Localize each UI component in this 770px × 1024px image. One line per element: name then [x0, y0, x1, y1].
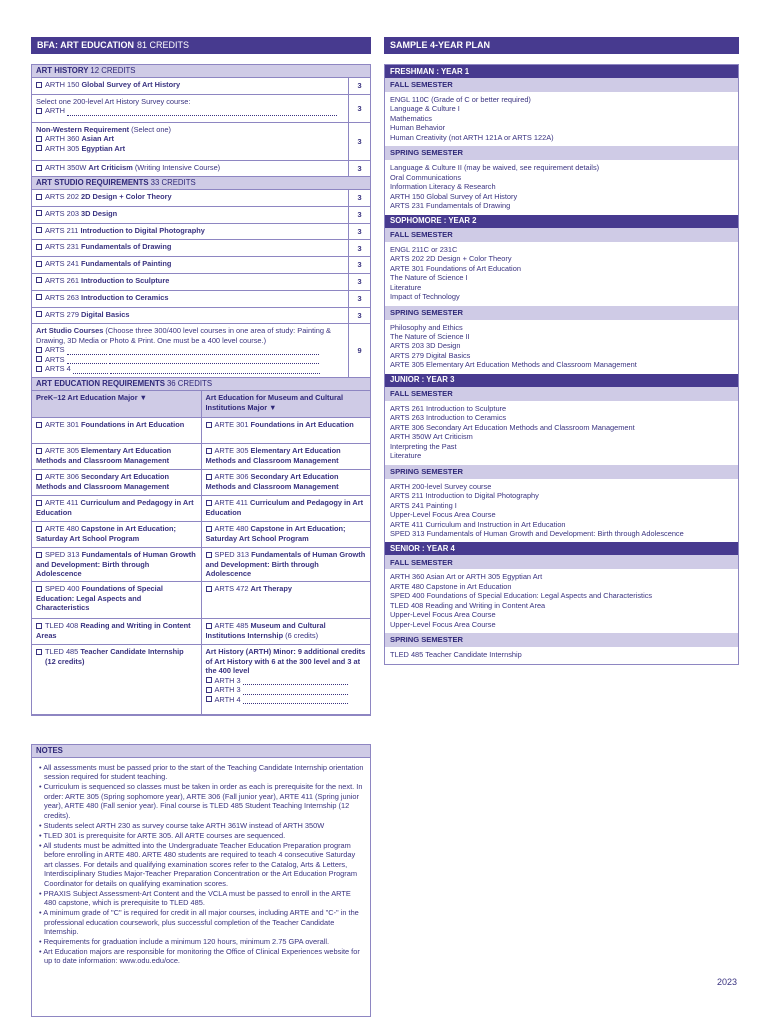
prek12-major-header[interactable]: PreK–12 Art Education Major ▼: [32, 391, 201, 418]
course-code: ARTE 411: [214, 498, 248, 508]
course-code: ARTH 150: [45, 80, 80, 89]
note-item: • Curriculum is sequenced so classes must be taken in order as each is prerequisite for the next. In order: ARTE 305 (Spring sophomore year), ARTE 306 (Fall junior year), ARTE 411 (Spring junior year), ARTE 480 (Fall senior year). Final course is TLED 485 Student Teaching Internship (12 credits).: [38, 782, 365, 820]
course-code: ARTE 305: [45, 446, 79, 456]
course-row: [32, 190, 370, 207]
requirement-title: Non-Western Requirement: [36, 125, 130, 134]
note-item: • PRAXIS Subject Assessment-Art Content and the VCLA must be passed to enroll in the ARTE 480 capstone, which is prerequisite to TLED 485.: [38, 889, 365, 908]
major-columns-header: [32, 391, 370, 418]
blank-line[interactable]: [110, 373, 320, 374]
course-row: [32, 324, 370, 378]
museum-cell: [201, 645, 371, 715]
checkbox[interactable]: [206, 623, 212, 629]
checkbox[interactable]: [36, 145, 42, 151]
checkbox[interactable]: [36, 552, 42, 558]
course-title: Art Studio Courses: [36, 326, 104, 336]
plan-title: SAMPLE 4-YEAR PLAN: [390, 39, 491, 50]
course-row: [32, 257, 370, 274]
course-row: [32, 161, 370, 177]
credit-value: 3: [348, 240, 370, 256]
section-credits: 36 CREDITS: [166, 379, 213, 389]
checkbox[interactable]: [206, 677, 212, 683]
plan-course: SPED 313 Fundamentals of Human Growth and Development: Birth through Adolescence: [390, 529, 684, 538]
prek12-cell: [32, 444, 201, 470]
course-title: Introduction to Ceramics: [81, 292, 169, 302]
course-code: ARTE 485: [214, 621, 249, 631]
plan-course: ARTH 350W Art Criticism: [390, 432, 473, 442]
course-desc: [32, 207, 348, 223]
course-title: Asian Art: [81, 134, 115, 144]
course-title: Capstone in Art Education; Saturday Art School Program: [205, 524, 346, 543]
prek12-cell: [32, 522, 201, 548]
note-item: • All students must be admitted into the Undergraduate Teacher Education Preparation program before enrolling in ARTE 480. ARTE 480 students are required to teach 4 consecutive Saturday art classes. For details and qualifying examination scores refer to the Catalog, Arts & Letters, Interdisciplinary Studies Major-Teacher Preparation Concentration or the Art Education Program Coordinator for details on qualifying examination scores.: [38, 841, 365, 888]
plan-course: ARTH 360 Asian Art or ARTH 305 Egyptian Art: [390, 572, 543, 582]
art-history-header: [32, 65, 370, 78]
checkbox[interactable]: [206, 687, 212, 693]
course-code: ARTS 203: [45, 208, 79, 218]
prek12-cell: [32, 645, 201, 715]
checkbox[interactable]: [206, 474, 212, 480]
course-title: Global Survey of Art History: [81, 80, 181, 89]
course-code: ARTE 480: [214, 524, 249, 534]
prek12-cell: [32, 582, 201, 619]
course-code: SPED 313: [45, 550, 80, 560]
credit-value: 3: [348, 224, 370, 240]
course-code: ARTS 231: [45, 242, 79, 252]
checkbox[interactable]: [206, 448, 212, 454]
checkbox[interactable]: [206, 696, 212, 702]
plan-course: Literature: [390, 282, 422, 292]
plan-course: ARTS 263 Introduction to Ceramics: [390, 413, 507, 423]
education-row-last: [32, 645, 370, 715]
course-code: ARTS 279: [45, 309, 79, 319]
checkbox[interactable]: [206, 526, 212, 532]
course-title: Museum and Cultural Institutions Internship: [205, 621, 326, 640]
credit-value: 3: [348, 190, 370, 206]
course-title: Digital Basics: [81, 309, 130, 319]
course-desc: [32, 190, 348, 206]
note-item: • Art Education majors are responsible for monitoring the Office of Clinical Experiences website for up to date information: www.odu.edu/oce.: [38, 947, 365, 966]
course-code: TLED 408: [45, 621, 79, 631]
checkbox[interactable]: [36, 422, 42, 428]
spring-semester-courses: [385, 160, 738, 214]
course-title: Fundamentals of Human Growth and Development: Birth through Adolescence: [205, 550, 366, 579]
program-credits: 81 CREDITS: [137, 39, 190, 50]
plan-course: ARTE 301 Foundations of Art Education: [390, 263, 521, 273]
course-row: [32, 95, 370, 123]
checkbox[interactable]: [36, 448, 42, 454]
course-title: Art Criticism: [88, 163, 133, 172]
course-title: Art Therapy: [250, 584, 293, 594]
course-row: [32, 78, 370, 95]
checkbox[interactable]: [36, 500, 42, 506]
education-row: [32, 418, 370, 444]
credit-value: 3: [348, 95, 370, 122]
course-code: ARTE 301: [45, 420, 79, 430]
course-code: ARTS 202: [45, 192, 79, 201]
education-rows: [32, 418, 370, 645]
section-credits: 33 CREDITS: [150, 178, 196, 188]
prek12-cell: [32, 619, 201, 645]
checkbox[interactable]: [36, 82, 42, 88]
plan-course: ARTE 411 Curriculum and Instruction in Art Education: [390, 519, 566, 529]
course-code: SPED 313: [214, 550, 250, 560]
checkbox[interactable]: [36, 261, 42, 267]
checkbox[interactable]: [36, 277, 42, 283]
checkbox[interactable]: [36, 526, 42, 532]
course-title: Secondary Art Education Methods and Classroom Management: [36, 472, 170, 491]
plan-course: Impact of Technology: [390, 292, 460, 302]
fall-semester-header: FALL SEMESTER: [385, 228, 738, 242]
plan-course: ARTH 150 Global Survey of Art History: [390, 191, 518, 201]
fall-semester-header: FALL SEMESTER: [385, 78, 738, 92]
plan-header: [384, 37, 739, 54]
course-title: Secondary Art Education Methods and Classroom Management: [205, 472, 339, 491]
course-desc: [32, 78, 348, 94]
course-code: ARTE 301: [214, 420, 249, 430]
course-desc: [32, 257, 348, 273]
course-code: ARTH 350W: [45, 163, 87, 172]
plan-course: ARTE 480 Capstone in Art Education: [390, 581, 512, 591]
education-row: [32, 496, 370, 522]
studio-rows: [32, 190, 370, 324]
notes-title: NOTES: [36, 746, 63, 756]
art-education-header: [32, 378, 370, 391]
course-title: Foundations in Art Education: [250, 420, 354, 430]
plan-course: Upper-Level Focus Area Course: [390, 619, 496, 629]
course-note: (12 credits): [45, 656, 85, 666]
credit-value: 3: [348, 78, 370, 94]
checkbox[interactable]: [36, 366, 42, 372]
left-column: [31, 37, 371, 716]
plan-year-header: FRESHMAN : YEAR 1: [385, 65, 738, 78]
notes-header: [32, 745, 370, 758]
plan-course: The Nature of Science I: [390, 273, 468, 283]
course-title: 2D Design + Color Theory: [81, 192, 172, 201]
museum-cell: [201, 619, 371, 645]
checkbox[interactable]: [36, 347, 42, 353]
course-code: ARTE 305: [214, 446, 249, 456]
checkbox[interactable]: [206, 586, 212, 592]
course-note: (Writing Intensive Course): [134, 163, 221, 172]
section-title: ART HISTORY: [36, 66, 89, 76]
course-title: Foundations of Special Education: Legal Aspects and Characteristics: [36, 584, 163, 613]
course-title: Teacher Candidate Internship: [80, 647, 184, 657]
plan-table: [384, 64, 739, 665]
note-item: • TLED 301 is prerequisite for ARTE 305. All ARTE courses are sequenced.: [38, 831, 365, 840]
course-code: ARTH 3: [214, 685, 241, 695]
course-row: [32, 240, 370, 257]
checkbox[interactable]: [36, 210, 42, 216]
plan-course: Interpreting the Past: [390, 441, 457, 451]
requirements-table: [31, 64, 371, 716]
course-title: Reading and Writing in Content Areas: [36, 621, 191, 640]
plan-course: Oral Communications: [390, 172, 462, 182]
spring-semester-courses: [385, 320, 738, 374]
course-code: ARTH 305: [45, 143, 80, 153]
plan-course: Mathematics: [390, 113, 432, 123]
plan-course: The Nature of Science II: [390, 331, 470, 341]
course-code: ARTE 306: [214, 472, 249, 482]
footer-year: 2023: [716, 977, 737, 987]
plan-course: Human Behavior: [390, 123, 446, 133]
plan-course: TLED 485 Teacher Candidate Internship: [390, 650, 522, 660]
course-code: ARTS 211: [45, 225, 79, 235]
checkbox[interactable]: [36, 356, 42, 362]
checkbox[interactable]: [36, 311, 42, 317]
fall-semester-courses: [385, 569, 738, 633]
plan-course: TLED 408 Reading and Writing in Content Area: [390, 600, 546, 610]
note-item: • Students select ARTH 230 as survey course take ARTH 361W instead of ARTH 350W: [38, 821, 365, 830]
plan-course: Philosophy and Ethics: [390, 322, 463, 332]
course-note: (6 credits): [285, 630, 319, 640]
fall-semester-courses: [385, 242, 738, 306]
plan-course: SPED 400 Foundations of Special Education: Legal Aspects and Characteristics: [390, 591, 653, 601]
course-title: Capstone in Art Education; Saturday Art School Program: [36, 524, 177, 543]
credit-value: 3: [348, 207, 370, 223]
museum-cell: [201, 522, 371, 548]
course-row: [32, 123, 370, 161]
checkbox[interactable]: [206, 500, 212, 506]
checkbox[interactable]: [36, 136, 42, 142]
checkbox[interactable]: [36, 194, 42, 200]
course-code: ARTH 3: [214, 675, 241, 685]
section-title: ART STUDIO REQUIREMENTS: [36, 178, 149, 188]
course-code: ARTE 306: [45, 472, 79, 482]
museum-major-header[interactable]: Art Education for Museum and Cultural Institutions Major ▼: [201, 391, 371, 418]
minor-description: Art History (ARTH) Minor: 9 additional credits of Art History with 6 at the 300 level and 3 at the 400 level: [205, 647, 366, 676]
note-item: • All assessments must be passed prior to the start of the Teaching Candidate Internship orientation session required for student teaching.: [38, 763, 365, 782]
credit-value: 3: [348, 308, 370, 324]
museum-cell: [201, 444, 371, 470]
course-code: ARTS 241: [45, 259, 79, 269]
plan-course: ARTS 279 Digital Basics: [390, 350, 471, 360]
plan-course: ARTE 305 Elementary Art Education Methods and Classroom Management: [390, 360, 637, 370]
course-row: [32, 207, 370, 224]
course-desc: [32, 324, 348, 377]
plan-course: ARTE 306 Secondary Art Education Methods and Classroom Management: [390, 422, 635, 432]
program-header: [31, 37, 371, 54]
plan-course: ENGL 110C (Grade of C or better required): [390, 95, 531, 104]
museum-cell: [201, 496, 371, 522]
course-desc: [32, 224, 348, 240]
checkbox[interactable]: [36, 586, 42, 592]
course-desc: [32, 240, 348, 256]
plan-course: Information Literacy & Research: [390, 182, 496, 192]
fall-semester-header: FALL SEMESTER: [385, 555, 738, 569]
blank-line[interactable]: [67, 115, 337, 116]
checkbox[interactable]: [36, 244, 42, 250]
plan-year-header: SENIOR : YEAR 4: [385, 542, 738, 555]
plan-course: ENGL 211C or 231C: [390, 244, 458, 254]
course-desc: [32, 161, 348, 176]
spring-semester-header: SPRING SEMESTER: [385, 633, 738, 647]
course-title: Curriculum and Pedagogy in Art Education: [36, 498, 194, 517]
spring-semester-header: SPRING SEMESTER: [385, 306, 738, 320]
museum-cell: [201, 548, 371, 582]
course-code: ARTH 4: [214, 694, 241, 704]
plan-year-header: SOPHOMORE : YEAR 2: [385, 215, 738, 228]
course-note: (Choose three 300/400 level courses in one area of study: Painting & Drawing, 3D Media or Photo & Print. One must be a 400 level course.): [36, 326, 331, 345]
course-code: SPED 400: [45, 584, 80, 594]
plan-year-header: JUNIOR : YEAR 3: [385, 374, 738, 387]
plan-course: ARTS 203 3D Design: [390, 341, 461, 351]
section-title: ART EDUCATION REQUIREMENTS: [36, 379, 165, 389]
checkbox[interactable]: [36, 474, 42, 480]
course-code: ARTS: [45, 345, 65, 355]
checkbox[interactable]: [36, 623, 42, 629]
credit-value: 3: [348, 274, 370, 290]
course-title: Egyptian Art: [81, 143, 126, 153]
plan-course: ARTS 241 Painting I: [390, 500, 457, 510]
museum-cell: [201, 582, 371, 619]
credit-value: 3: [348, 123, 370, 160]
course-code: ARTE 411: [45, 498, 79, 508]
checkbox[interactable]: [206, 422, 212, 428]
course-title: Fundamentals of Drawing: [81, 242, 172, 252]
checkbox[interactable]: [36, 227, 42, 233]
course-title: Curriculum and Pedagogy in Art Education: [205, 498, 364, 517]
fall-semester-courses: [385, 92, 738, 146]
education-row: [32, 548, 370, 582]
course-code: ARTS 4: [45, 364, 71, 374]
course-code: ARTE 480: [45, 524, 79, 534]
plan-course: Human Creativity (not ARTH 121A or ARTS 122A): [390, 132, 554, 142]
plan-course: ARTH 200-level Survey course: [390, 481, 492, 491]
course-code: ARTS 261: [45, 275, 79, 285]
course-title: Elementary Art Education Methods and Classroom Management: [205, 446, 341, 465]
course-code: ARTS 472: [214, 584, 249, 594]
credit-value: 3: [348, 161, 370, 176]
museum-cell: [201, 470, 371, 496]
course-code: ARTH 360: [45, 134, 80, 144]
plan-course: Literature: [390, 451, 422, 461]
requirement-note: (Select one): [131, 125, 172, 134]
course-desc: [32, 95, 348, 122]
course-title: Introduction to Sculpture: [81, 275, 170, 285]
course-title: Foundations in Art Education: [81, 420, 185, 430]
prek12-cell: [32, 496, 201, 522]
course-instruction: Select one 200-level Art History Survey course:: [36, 97, 191, 106]
plan-course: Upper-Level Focus Area Course: [390, 510, 496, 520]
course-row: [32, 274, 370, 291]
course-code: TLED 485: [45, 647, 79, 657]
section-credits: 12 CREDITS: [90, 66, 136, 76]
blank-line[interactable]: [73, 373, 108, 374]
checkbox[interactable]: [206, 552, 212, 558]
course-desc: [32, 274, 348, 290]
course-row: [32, 224, 370, 241]
course-code: ARTH: [45, 106, 65, 116]
course-row: [32, 308, 370, 325]
prek12-cell: [32, 470, 201, 496]
notes-list: [32, 758, 370, 966]
plan-course: Language & Culture I: [390, 104, 460, 114]
checkbox[interactable]: [36, 649, 42, 655]
course-code: ARTS 263: [45, 292, 79, 302]
credit-value: 3: [348, 291, 370, 307]
note-item: • Requirements for graduation include a minimum 120 hours, minimum 2.75 GPA overall.: [38, 937, 365, 946]
credit-value: 9: [348, 324, 370, 377]
course-desc: [32, 123, 348, 160]
prek12-cell: [32, 548, 201, 582]
plan-course: Language & Culture II (may be waived, see requirement details): [390, 163, 600, 173]
spring-semester-header: SPRING SEMESTER: [385, 465, 738, 479]
education-row: [32, 444, 370, 470]
course-title: Introduction to Digital Photography: [80, 225, 205, 235]
course-desc: [32, 308, 348, 324]
credit-value: 3: [348, 257, 370, 273]
right-column: [384, 37, 739, 665]
fall-semester-header: FALL SEMESTER: [385, 387, 738, 401]
spring-semester-header: SPRING SEMESTER: [385, 146, 738, 160]
spring-semester-courses: [385, 647, 738, 663]
prek12-cell: [32, 418, 201, 444]
checkbox[interactable]: [36, 108, 42, 114]
plan-course: ARTS 231 Fundamentals of Drawing: [390, 201, 511, 211]
plan-course: ARTS 261 Introduction to Sculpture: [390, 403, 507, 413]
spring-semester-courses: [385, 479, 738, 543]
education-row: [32, 470, 370, 496]
note-item: • A minimum grade of "C" is required for credit in all major courses, including ARTE and "C-" in the professional education coursework, plus successful completion of the Teacher Candidate Internship.: [38, 908, 365, 936]
course-title: Fundamentals of Painting: [81, 259, 172, 269]
course-title: Elementary Art Education Methods and Classroom Management: [36, 446, 172, 465]
fall-semester-courses: [385, 401, 738, 465]
plan-course: ARTS 211 Introduction to Digital Photography: [390, 491, 539, 501]
education-row: [32, 619, 370, 645]
program-title: BFA: ART EDUCATION: [37, 39, 134, 50]
art-studio-header: [32, 177, 370, 190]
plan-course: ARTS 202 2D Design + Color Theory: [390, 254, 512, 264]
museum-cell: [201, 418, 371, 444]
checkbox[interactable]: [36, 165, 42, 171]
education-row: [32, 522, 370, 548]
course-title: Fundamentals of Human Growth and Development: Birth through Adolescence: [36, 550, 196, 579]
course-title: 3D Design: [81, 208, 118, 218]
checkbox[interactable]: [36, 294, 42, 300]
blank-line[interactable]: [243, 703, 348, 704]
plan-course: Upper-Level Focus Area Course: [390, 610, 496, 620]
course-code: ARTS: [45, 354, 65, 364]
course-desc: [32, 291, 348, 307]
notes-panel: [31, 744, 371, 1017]
course-row: [32, 291, 370, 308]
education-row: [32, 582, 370, 619]
